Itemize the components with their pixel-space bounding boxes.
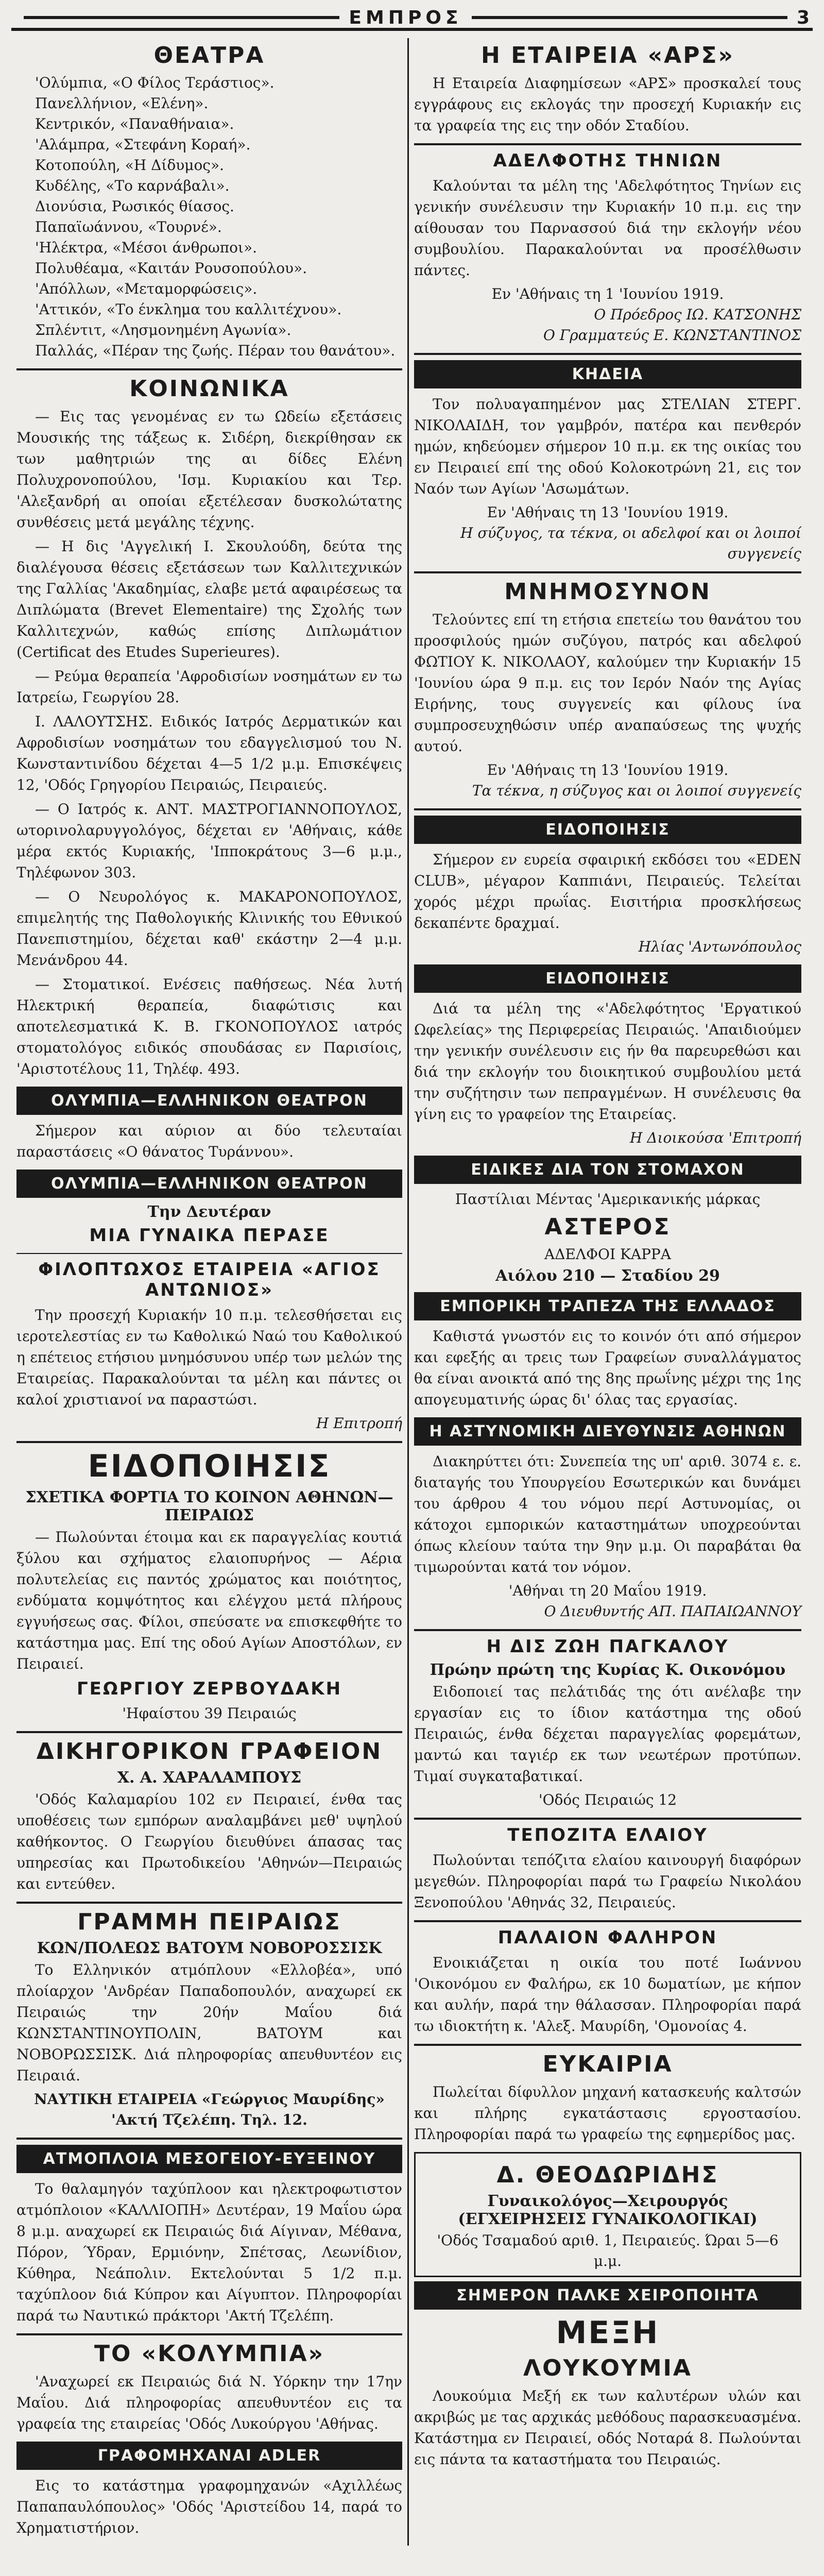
divider <box>414 143 801 145</box>
social-heading: ΚΟΙΝΩΝΙΚΑ <box>129 376 289 402</box>
mexi-title: ΜΕΞΗ <box>556 2315 660 2351</box>
gynecologist-text: 'Οδός Τσαμαδού αριθ. 1, Πειραιεύς. Ώραι 5—6 μ.μ. <box>437 2232 779 2269</box>
theatre-item: 'Ολύμπια, «Ο Φίλος Τεράστιος». <box>35 74 274 91</box>
society-sign: Η Επιτροπή <box>316 1415 402 1432</box>
mexi-ad <box>414 2281 801 2470</box>
notice-2-title: ΕΙΔΟΠΟΙΗΣΙΣ <box>414 964 801 993</box>
steamer-ad <box>16 2145 402 2326</box>
theatre-item: Κεντρικόν, «Παναθήναια». <box>35 115 234 132</box>
notice-1-title: ΕΙΔΟΠΟΙΗΣΙΣ <box>414 816 801 844</box>
shipping-line-agent: ΝΑΥΤΙΚΗ ΕΤΑΙΡΕΙΑ «Γεώργιος Μαυρίδης» 'Ακτή Τζελέπη. Τηλ. 12. <box>34 2091 385 2128</box>
divider <box>414 808 801 810</box>
stomach-text: Παστίλιαι Μέντας 'Αμερικανικής μάρκας <box>455 1191 761 1208</box>
stomach-banner: ΕΙΔΙΚΕΣ ΔΙΑ ΤΟΝ ΣΤΟΜΑΧΟΝ <box>414 1156 801 1184</box>
olympia-text-1: Σήμερον και αύριον αι δύο τελευταίαι παραστάσεις «Ο θάνατος Τυράννου». <box>16 1122 402 1160</box>
social-paragraph: — Στοματικοί. Ενέσεις παθήσεως. Νέα λυτή Ηλεκτρική θεραπεία, διαφώτισις και αποτελεσματικά Κ. Β. ΓΚΟΝΟΠΟΥΛΟΣ ιατρός στοματολόγος ειδικός σπουδάσας εν Παρισίοις, 'Αριστοτέλους 11, Τηλέφ. 493. <box>16 976 402 1077</box>
pagkalos-title: Η ΔΙΣ ΖΩΗ ΠΑΓΚΑΛΟΥ <box>486 1636 729 1657</box>
stomach-address: Αιόλου 210 — Σταδίου 29 <box>495 1267 720 1285</box>
divider <box>414 2044 801 2046</box>
pagkalos-text: Ειδοποιεί τας πελάτιδάς της ότι ανέλαβε την εργασίαν εις το ίδιον κατάστημα της οδού Πειραιώς, ένθα δέχεται παραγγελίας φορεμάτων, μαντώ και ταγιέρ εκ των νεωτέρων προτύπων. Τιμαί συγκαταβατικαί. <box>414 1683 801 1785</box>
theatre-item: Παπαϊωάννου, «Τουρνέ». <box>35 218 222 235</box>
olive-oil-text: Πωλούνται τεπόζιτα ελαίου καινουργή διαφόρων μεγεθών. Πληροφορίαι παρά τω Γραφείω Νικολάου Ξενοπούλου 'Αθηνάς 32, Πειραιεύς. <box>414 1852 801 1911</box>
theatre-item: 'Απόλλων, «Μεταμορφώσεις». <box>35 280 258 297</box>
kolymvia-title: ΤΟ «ΚΟΛΥΜΠΙΑ» <box>94 2341 325 2367</box>
divider <box>16 1902 402 1904</box>
theatre-item: Διονύσια, Ρωσικός θίασος. <box>35 198 234 215</box>
typewriters-text: Εις το κατάστημα γραφομηχανών «Αχιλλέως Παπαπαυλόπουλος» 'Οδός 'Αριστείδου 14, παρά το Χρηματιστήριον. <box>16 2477 402 2536</box>
faliro-text: Ενοικιάζεται η οικία του ποτέ Ιωάννου 'Οικονόμου εν Φαλήρω, εκ 10 δωματίων, με κήπον και αυλήν, παρά την θάλασσαν. Πληροφορίαι παρά τω ιδιοκτήτη κ. 'Αλεξ. Μαυρίδη, 'Ομονοίας 4. <box>414 1954 801 2035</box>
pagkalos-ad <box>414 1636 801 1810</box>
kolymvia-text: 'Αναχωρεί εκ Πειραιώς διά Ν. Υόρκην την 17ην Μαΐου. Διά πληροφορίας απευθυντέον εις τα γραφεία της εταιρείας 'Οδός Λυκούργου 'Αθήνας. <box>16 2373 402 2432</box>
bank-ad <box>414 1292 801 1410</box>
brotherhood-sign-1: Ο Πρόεδρος ΙΩ. ΚΑΤΣΟΝΗΣ <box>594 306 801 323</box>
divider <box>16 1253 402 1254</box>
header-rule-right <box>472 16 787 19</box>
law-office-name: Χ. Α. ΧΑΡΑΛΑΜΠΟΥΣ <box>117 1769 302 1787</box>
brotherhood-title: ΑΔΕΛΦΟΤΗΣ ΤΗΝΙΩΝ <box>493 150 723 171</box>
theatre-item: Πανελλήνιον, «Ελένη». <box>35 95 209 112</box>
divider <box>414 1629 801 1631</box>
notice-1-text: Σήμερον εν ευρεία σφαιρική εκδόσει του «EDEN CLUB», μέγαρον Καππιάνι, Πειραιεύς. Τελείται χορός μέχρι πρωΐας. Εισιτήρια προσκλήσεως δεκαπέντε δραχμαί. <box>414 851 801 931</box>
page-number: 3 <box>796 7 810 28</box>
pagkalos-address: 'Οδός Πειραιώς 12 <box>538 1791 677 1808</box>
memorial-signers: Τα τέκνα, η σύζυγος και οι λοιποί συγγενείς <box>472 782 801 799</box>
mexi-text: Λουκούμια Μεξή εκ των καλυτέρων υλών και ακριβώς με τας αρχικάς μεθόδους παρασκευασμένα. Κατάστημα εν Πειραιεί, οδός Νοταρά 8. Πωλούνται εις πάντα τα καταστήματα του Πειραιώς. <box>414 2387 801 2468</box>
theatre-item: 'Αλάμπρα, «Στεφάνη Κοραή». <box>35 136 251 153</box>
notice-2-text: Διά τα μέλη της «'Αδελφότητος 'Εργατικού Ωφελείας» της Περιφερείας Πειραιώς. 'Απαιδιούμεν την γενικήν συνέλευσιν εις ήν θα παρευρεθώσι και διά την εκλογήν του διοικητικού συμβουλίου μετά την συζήτησιν των πεπραγμένων. Η συνέλευσις θα γίνη εις το γραφείον της Εταιρείας. <box>414 1000 801 1123</box>
faliro-ad <box>414 1927 801 2037</box>
social-paragraph: — Ο Νευρολόγος κ. ΜΑΚΑΡΟΝΟΠΟΥΛΟΣ, επιμελητής της Παθολογικής Κλινικής του Εθνικού Πανεπιστημίου, δέχεται καθ' εκάστην 2—4 μ.μ. Μενάνδρου 44. <box>16 888 402 969</box>
olympia-title-2: ΜΙΑ ΓΥΝΑΙΚΑ ΠΕΡΑΣΕ <box>89 1225 330 1246</box>
theatre-item: Κοτοπούλη, «Η Δίδυμος». <box>35 157 225 174</box>
steamer-text: Το θαλαμηγόν ταχύπλοον και ηλεκτροφωτιστον ατμόπλοιον «ΚΑΛΛΙΟΠΗ» Δευτέραν, 19 Μαΐου ώρα 8 μ.μ. αναχωρεί εκ Πειραιώς διά Αίγιναν, Μέθανα, Πόρον, Ύδραν, Ερμιόνην, Σπέτσας, Λεωνίδιον, Κύθηρα, Νεάπολιν. Εκτελούνται 5 1/2 π.μ. ταχύπλοον διά Κύπρον και Αίγυπτον. Πληροφορίαι παρά τω Ναυτικώ πράκτορι 'Ακτή Τζελέπη. <box>16 2180 402 2324</box>
mexi-subtitle: ΣΗΜΕΡΟΝ ΠΑΛΚΕ ΧΕΙΡΟΠΟΙΗΤΑ <box>414 2281 801 2310</box>
police-text: Διακηρύττει ότι: Συνεπεία της υπ' αριθ. 3074 ε. ε. διαταγής του Υπουργείου Εσωτερικών και δυνάμει του άρθρου 4 του νόμου περί Αστυνομίας, οι κάτοχοι εμπορικών καταστημάτων υποχρεούνται όπως κλείουν ταύτα την 9ην μ.μ. Οι παραβάται θα τιμωρούνται κατά τον νόμον. <box>414 1453 801 1575</box>
association-title: Η ΕΤΑΙΡΕΙΑ «ΑΡΣ» <box>481 42 734 69</box>
social-paragraph: Ι. ΛΑΛΟΥΤΣΗΣ. Ειδικός Ιατρός Δερματικών και Αφροδισίων νοσημάτων του εδαγγελισμού του Ν. Κωνσταντινίδου δέχεται 4—5 1/2 μ.μ. Επισκέψεις 12, 'Οδός Γρηγορίου Πειραιώς, Πειραιεύς. <box>16 713 402 793</box>
pagkalos-subtitle: Πρώην πρώτη της Κυρίας Κ. Οικονόμου <box>430 1661 786 1679</box>
mexi-heading: ΛΟΥΚΟΥΜΙΑ <box>523 2355 692 2381</box>
funeral-date: Εν 'Αθήναις τη 13 'Ιουνίου 1919. <box>487 504 729 521</box>
steamer-title: ΑΤΜΟΠΛΟΙΑ ΜΕΣΟΓΕΙΟΥ-ΕΥΞΕΙΝΟΥ <box>16 2145 402 2173</box>
gynecologist-ad <box>414 2152 801 2277</box>
typewriters-ad <box>16 2442 402 2538</box>
typewriters-banner: ΓΡΑΦΟΜΗΧΑΝΑΙ ADLER <box>16 2442 402 2470</box>
theatre-item: Πολυθέαμα, «Καιτάν Ρουσοπούλου». <box>35 260 307 277</box>
shipping-line-text: Το Ελληνικόν ατμόπλουν «Ελλοβέα», υπό πλοίαρχον 'Ανδρέαν Παπαδοπουλόν, αναχωρεί εκ Πειραιώς την 20ήν Μαΐου διά ΚΩΝΣΤΑΝΤΙΝΟΥΠΟΛΙΝ, ΒΑΤΟΥΜ και ΝΟΒΟΡΩΣΣΙΣΚ. Διά πληροφορίας απευθυντέον εις Πειραιά. <box>16 1961 402 2084</box>
shipping-line-title: ΓΡΑΜΜΗ ΠΕΙΡΑΙΩΣ <box>77 1909 341 1935</box>
gynecologist-subtitle: Γυναικολόγος—Χειρουργός (ΕΓΧΕΙΡΗΣΕΙΣ ΓΥΝΑΙΚΟΛΟΓΙΚΑΙ) <box>458 2192 758 2228</box>
funeral-text: Τον πολυαγαπημένον μας ΣΤΕΛΙΑΝ ΣΤΕΡΓ. ΝΙΚΟΛΑΙΔΗ, τον γαμβρόν, πατέρα και πενθερόν ημών, κηδεύομεν σήμερον 10 π.μ. εκ της οικίας του εν Πειραιεί επί της οδού Κολοκοτρώνη 21, εις τον Ναόν των Αγίων 'Ασωμάτων. <box>414 396 801 497</box>
stomach-brand: ΑΣΤΕΡΟΣ <box>544 1214 671 1240</box>
notice-signer: ΓΕΩΡΓΙΟΥ ΖΕΡΒΟΥΔΑΚΗ <box>76 1679 342 1699</box>
divider <box>16 1441 402 1443</box>
opportunity-title: ΕΥΚΑΙΡΙΑ <box>542 2051 673 2077</box>
divider <box>16 2333 402 2335</box>
funeral-ad <box>414 360 801 564</box>
left-column <box>11 38 409 2546</box>
olive-oil-ad <box>414 1825 801 1913</box>
faliro-title: ΠΑΛΑΙΟΝ ΦΑΛΗΡΟΝ <box>497 1927 718 1948</box>
funeral-title: ΚΗΔΕΙΑ <box>414 360 801 388</box>
page-header <box>11 7 813 31</box>
memorial-ad <box>414 579 801 801</box>
notice-1-sign: Ηλίας 'Αντωνόπουλος <box>638 938 801 955</box>
theatre-item: 'Αττικόν, «Το ένκλημα του καλλιτέχνου». <box>35 301 342 318</box>
right-column <box>409 38 806 2546</box>
social-paragraph: — Η δις 'Αγγελική Ι. Σκουλούδη, δεύτα της διαλέγουσα θέσεις εξετάσεων των Καλλιτεχνικών της Γαλλίας 'Ακαδημίας, ελαβε μετά αφαιρέσεως τα Διπλώματα (Brevet Elementaire) της Σχολής των Καλλιτεχνών, καθώς επίσης Διπλωμάτιον (Certificat des Etudes Superieures). <box>16 538 402 660</box>
olympia-subtitle-2: Την Δευτέραν <box>147 1203 271 1221</box>
stomach-maker: ΑΔΕΛΦΟΙ ΚΑΡΡΑ <box>544 1246 671 1263</box>
social-paragraph: — Εις τας γενομένας εν τω Ωδείω εξετάσεις Μουσικής της τάξεως κ. Σιδέρη, διεκρίθησαν εκ των μαθητριών της αι δίδες Ελένη Πολυχρονοπούλου, 'Ισμ. Κυριακίου και Τερ. 'Αλεξανδρή αι οποίαι εξετέλεσαν δυσκολώτατης συνθέσεις μετά μεγάλης τέχνης. <box>16 408 402 531</box>
theatre-section <box>16 42 402 361</box>
olympia-banner-2: ΟΛΥΜΠΙΑ—ΕΛΛΗΝΙΚΟΝ ΘΕΑΤΡΟΝ <box>16 1170 402 1198</box>
notice-heading: ΕΙΔΟΠΟΙΗΣΙΣ <box>88 1448 331 1484</box>
brotherhood-text: Καλούνται τα μέλη της 'Αδελφότητος Τηνίων εις γενικήν συνέλευσιν την Κυριακήν 10 π.μ. εις την αίθουσαν του Παρνασσού διά την εκλογήν νέου συμβουλίου. Παρακαλούνται να προσέλθωσιν πάντες. <box>414 177 801 279</box>
society-text: Την προσεχή Κυριακήν 10 π.μ. τελεσθήσεται εις ιεροτελεστίας εν τω Καθολικώ Ναώ του Καθολικού η επέτειος ετήσιου μνημόσυνου υπέρ των μελών της Εταιρείας. Παρακαλούνται τα μέλη και πάντες οι καλοί χριστιανοί να παραστώσι. <box>16 1307 402 1408</box>
theatre-item: Κυδέλης, «Το καρνάβαλι». <box>35 177 230 194</box>
notice-ad <box>16 1448 402 1724</box>
brotherhood-date: Εν 'Αθήναις τη 1 'Ιουνίου 1919. <box>491 285 724 302</box>
notice-subheading: ΣΧΕΤΙΚΑ ΦΟΡΤΙΑ ΤΟ ΚΟΙΝΟΝ ΑΘΗΝΩΝ—ΠΕΙΡΑΙΩΣ <box>25 1488 393 1524</box>
memorial-text: Τελούντες επί τη ετήσια επετείω του θανάτου του προσφιλούς ημών συζύγου, πατρός και αδελφού ΦΩΤΙΟΥ Κ. ΝΙΚΟΛΑΟΥ, καλούμεν την Κυριακήν 15 'Ιουνίου ώρα 9 π.μ. εις τον Ιερόν Ναόν της Αγίας Ειρήνης, τους συγγενείς και φίλους ίνα συμπροσευχηθώσιν υπέρ αναπαύσεως της ψυχής αυτού. <box>414 611 801 755</box>
shipping-line-subtitle: ΚΩΝ/ΠΟΛΕΩΣ ΒΑΤΟΥΜ ΝΟΒΟΡΟΣΣΙΣΚ <box>37 1939 382 1957</box>
funeral-signers: Η σύζυγος, τα τέκνα, οι αδελφοί και οι λοιποί συγγενείς <box>460 524 801 562</box>
theatre-item: Παλλάς, «Πέραν της ζωής. Πέραν του θανάτου». <box>35 342 396 359</box>
columns <box>11 38 813 2546</box>
divider <box>16 2138 402 2140</box>
memorial-title: ΜΝΗΜΟΣΥΝΟΝ <box>504 579 711 605</box>
notice-1-ad <box>414 816 801 957</box>
memorial-date: Εν 'Αθήναις τη 13 'Ιουνίου 1919. <box>487 761 729 778</box>
theatre-item: Σπλέντιτ, «Λησμονημένη Αγωνία». <box>35 321 291 338</box>
notice-address: 'Ηφαίστου 39 Πειραιώς <box>122 1705 297 1722</box>
police-sign: Ο Διευθυντής ΑΠ. ΠΑΠΑΙΩΑΝΝΟΥ <box>544 1603 801 1620</box>
divider <box>414 1920 801 1922</box>
stomach-ad <box>414 1156 801 1285</box>
bank-text: Καθιστά γνωστόν εις το κοινόν ότι από σήμερον και εφεξής αι τρεις των Γραφείων συναλλάγματος θα είναι ανοικτά από της 8ης πρωΐνης μέχρι της 1ης απογευματινής ώρας δι' όλας τας εργασίας. <box>414 1328 801 1408</box>
divider <box>414 1818 801 1820</box>
law-office-title: ΔΙΚΗΓΟΡΙΚΟΝ ΓΡΑΦΕΙΟΝ <box>36 1738 383 1765</box>
association-ad <box>414 42 801 136</box>
notice-text: — Πωλούνται έτοιμα και εκ παραγγελίας κουτιά ξύλου και σχήματος ελαιοπυρήνος — Αέρια πολυτελείας εις παντός χρώματος και ποιότητος, ενδύματα κομψότητος και ελέγχου μετά πλήρους εγγυήσεως σας. Φίλοι, σπεύσατε να επισκεφθήτε το κατάστημα μας. Επί της οδού Αγίων Αποστόλων, εν Πειραιεί. <box>16 1529 402 1672</box>
paper-name: ΕΜΠΡΟΣ <box>349 7 462 28</box>
header-rule-left <box>24 16 339 19</box>
social-paragraph: — Ο Ιατρός κ. ΑΝΤ. ΜΑΣΤΡΟΓΙΑΝΝΟΠΟΥΛΟΣ, ωτορινολαρυγγολόγος, δέχεται εν 'Αθήναις, κάθε μέρα εκτός Κυριακής, 'Ιπποκράτους 3—6 μ.μ., Τηλέφωνον 303. <box>16 801 402 881</box>
kolymvia-ad <box>16 2341 402 2434</box>
society-ad <box>16 1259 402 1434</box>
brotherhood-ad <box>414 150 801 346</box>
brotherhood-sign-2: Ο Γραμματεύς Ε. ΚΩΝΣΤΑΝΤΙΝΟΣ <box>543 327 801 344</box>
social-section <box>16 376 402 1079</box>
divider <box>414 353 801 355</box>
opportunity-ad <box>414 2051 801 2145</box>
notice-2-ad <box>414 964 801 1148</box>
olive-oil-title: ΤΕΠΟΖΙΤΑ ΕΛΑΙΟΥ <box>507 1825 708 1845</box>
divider <box>16 368 402 370</box>
olympia-banner-1: ΟΛΥΜΠΙΑ—ΕΛΛΗΝΙΚΟΝ ΘΕΑΤΡΟΝ <box>16 1087 402 1115</box>
association-text: Η Εταιρεία Διαφημίσεων «ΑΡΣ» προσκαλεί τους εγγράφους εις εκλογάς την προσεχή Κυριακήν εις τα γραφεία της εις την οδόν Σταδίου. <box>414 75 801 134</box>
shipping-line-ad <box>16 1909 402 2130</box>
theatre-heading: ΘΕΑΤΡΑ <box>153 42 265 69</box>
gynecologist-title: Δ. ΘΕΟΔΩΡΙΔΗΣ <box>496 2162 719 2188</box>
olympia-ad-1 <box>16 1087 402 1162</box>
society-title: ΦΙΛΟΠΤΩΧΟΣ ΕΤΑΙΡΕΙΑ «ΑΓΙΟΣ ΑΝΤΩΝΙΟΣ» <box>38 1259 381 1300</box>
notice-2-sign: Η Διοικούσα 'Επιτροπή <box>629 1129 801 1146</box>
police-banner: Η ΑΣΤΥΝΟΜΙΚΗ ΔΙΕΥΘΥΝΣΙΣ ΑΘΗΝΩΝ <box>414 1417 801 1446</box>
police-date: 'Αθήναι τη 20 Μαΐου 1919. <box>508 1582 707 1599</box>
social-paragraph: — Ρεύμα θεραπεία 'Αφροδισίων νοσημάτων εν τω Ιατρείω, Γεωργίου 28. <box>16 668 402 706</box>
divider <box>16 1731 402 1733</box>
divider <box>414 571 801 573</box>
law-office-text: 'Οδός Καλαμαρίου 102 εν Πειραιεί, ένθα τας υποθέσεις των εμπόρων αναλαμβάνει μεθ' υψηλού καθήκοντος. Ο Γεωργίου διευθύνει άπασας τας υπηρεσίας και Πρωτοδικείου 'Αθηνών—Πειραιώς και εντεύθεν. <box>16 1791 402 1892</box>
opportunity-text: Πωλείται δίφυλλον μηχανή κατασκευής καλτσών και πλήρης εγκατάστασις εργοστασίου. Πληροφορίαι παρά τω γραφείω της εφημερίδος μας. <box>414 2083 801 2143</box>
police-ad <box>414 1417 801 1622</box>
theatre-item: 'Ηλέκτρα, «Μέσοι άνθρωποι». <box>35 239 258 256</box>
olympia-ad-2 <box>16 1170 402 1246</box>
law-office-ad <box>16 1738 402 1894</box>
bank-banner: ΕΜΠΟΡΙΚΗ ΤΡΑΠΕΖΑ ΤΗΣ ΕΛΛΑΔΟΣ <box>414 1292 801 1320</box>
